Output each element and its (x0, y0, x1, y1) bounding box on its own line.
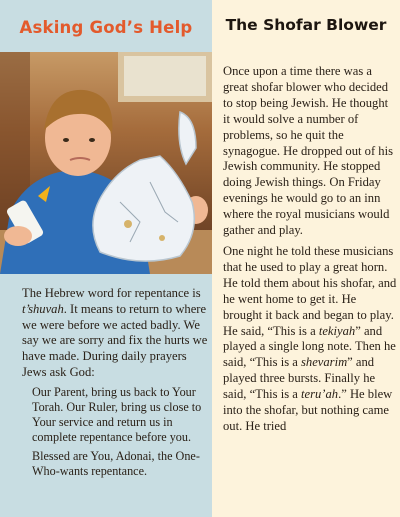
prayer-line: Our Parent, bring us back to Your Torah. Our Ruler, bring us close to Your service and return us in complete repentance before you. (32, 384, 202, 444)
prayer-line: Blessed are You, Adonai, the One-Who-wants repentance. (32, 448, 200, 478)
vase-shape (93, 156, 194, 261)
sidebar-title: Asking God’s Help (19, 18, 193, 37)
intro-text: . It means to return to where we were before we acted badly. We say we are sorry and fix the hurts we have made. During daily prayers Jews ask God: (22, 301, 208, 379)
vase-shard (179, 112, 196, 164)
story-term: teru’ah (301, 387, 339, 402)
story-text-run: ” and played a single long note. Then he said, “This is a (223, 323, 396, 370)
story-text-run: .” He blew into the shofar, but nothing came out. He tried (223, 387, 393, 433)
intro-term: t’shuvah (22, 301, 64, 316)
photo-illustration (0, 52, 212, 274)
eye-left (63, 138, 69, 142)
story-text-run: ” and played three bursts. Finally he said, “This is a (223, 355, 376, 402)
hand-left (4, 226, 32, 246)
sidebar-text (22, 286, 208, 483)
story-title: The Shofar Blower (225, 16, 387, 34)
story-paragraph (223, 244, 397, 435)
story-term: shevarim (301, 355, 348, 370)
intro-text: The Hebrew word for repentance is (22, 286, 201, 300)
eye-right (89, 138, 95, 142)
story-paragraph: Once upon a time there was a great shofar blower who decided to stop being Jewish. He thought it would solve a number of problems, so he quit the synagogue. He dropped out of his Jewish community. He stopped doing Jewish things. On Friday evenings he would go to an inn where the royal musicians would gather and play. (223, 64, 393, 238)
story-text (223, 64, 397, 440)
photo-boy-gluing-vase (0, 52, 212, 274)
vase-decoration (124, 220, 132, 228)
sidebar-intro (22, 286, 208, 381)
vase-decoration (159, 235, 165, 241)
story-term: tekiyah (318, 323, 356, 338)
window-pane (124, 56, 206, 96)
prayer-block (22, 385, 208, 479)
story-text-run: One night he told these musicians that he used to play a great horn. He told them about his shofar, and he went home to get it. He brought it back and began to play. He said, “This is a (223, 243, 397, 338)
